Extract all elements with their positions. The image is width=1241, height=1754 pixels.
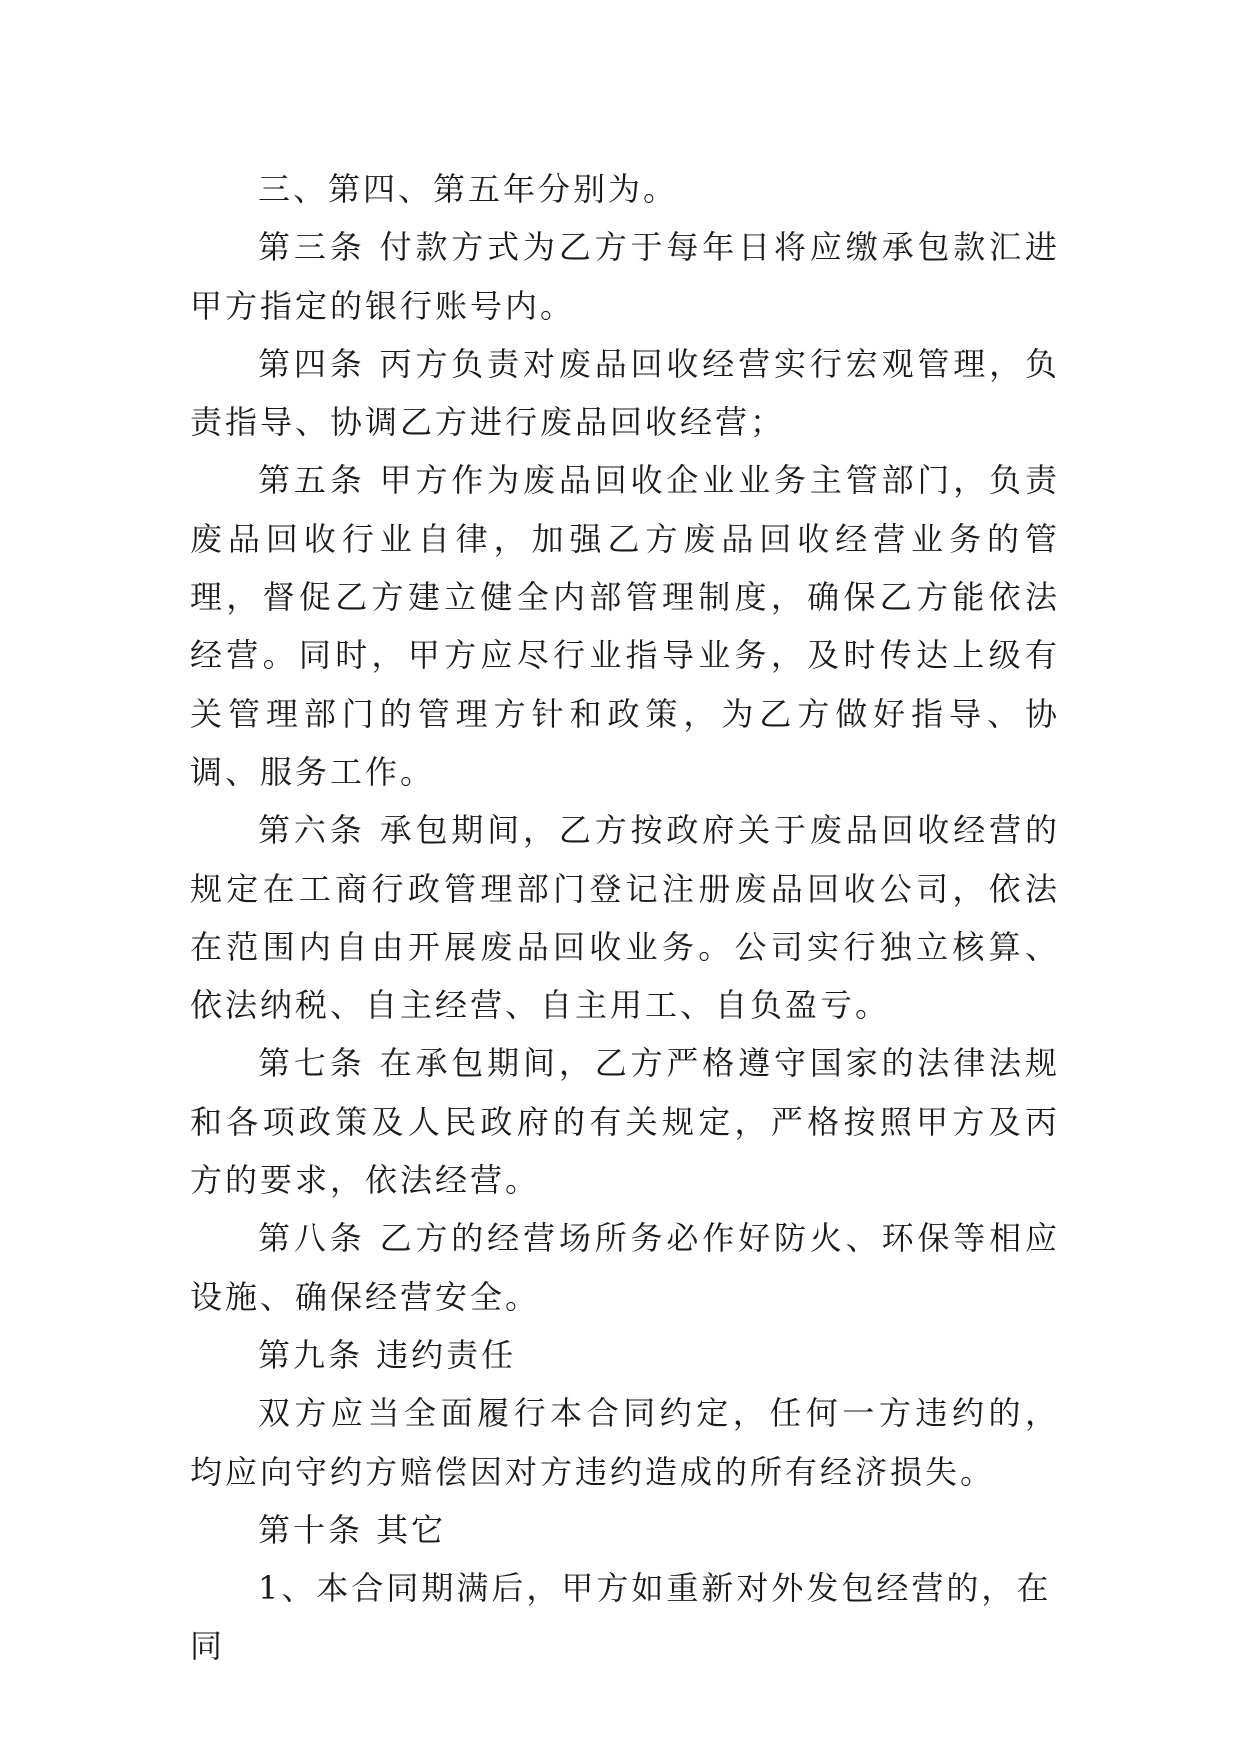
paragraph-article-4: 第四条 丙方负责对废品回收经营实行宏观管理，负责指导、协调乙方进行废品回收经营； — [190, 344, 1060, 442]
heading-article-10: 第十条 其它 — [258, 1510, 447, 1549]
paragraph-article-6: 第六条 承包期间，乙方按政府关于废品回收经营的规定在工商行政管理部门登记注册废品回收公司，依法在范围内自由开展废品回收业务。公司实行独立核算、依法纳税、自主经营、自主用工、自负盈亏。 — [190, 811, 1060, 1025]
paragraph-article-8: 第八条 乙方的经营场所务必作好防火、环保等相应设施、确保经营安全。 — [190, 1219, 1060, 1316]
paragraph-breach-liability: 双方应当全面履行本合同约定，任何一方违约的，均应向守约方赔偿因对方违约造成的所有经济损失。 — [190, 1394, 1060, 1491]
paragraph-article-3: 第三条 付款方式为乙方于每年日将应缴承包款汇进甲方指定的银行账号内。 — [190, 228, 1060, 325]
document-body — [190, 160, 1060, 1676]
paragraph-article-7: 第七条 在承包期间，乙方严格遵守国家的法律法规和各项政策及人民政府的有关规定，严格按照甲方及丙方的要求，依法经营。 — [190, 1044, 1060, 1200]
paragraph-other-item-1: 1、本合同期满后，甲方如重新对外发包经营的，在同 — [190, 1569, 1052, 1666]
paragraph-article-5: 第五条 甲方作为废品回收企业业务主管部门，负责废品回收行业自律，加强乙方废品回收经营业务的管理，督促乙方建立健全内部管理制度，确保乙方能依法经营。同时，甲方应尽行业指导业务，及时传达上级有关管理部门的管理方针和政策，为乙方做好指导、协调、服务工作。 — [190, 461, 1060, 791]
paragraph-year-payments: 三、第四、第五年分别为。 — [258, 170, 679, 208]
heading-article-9: 第九条 违约责任 — [258, 1335, 517, 1374]
